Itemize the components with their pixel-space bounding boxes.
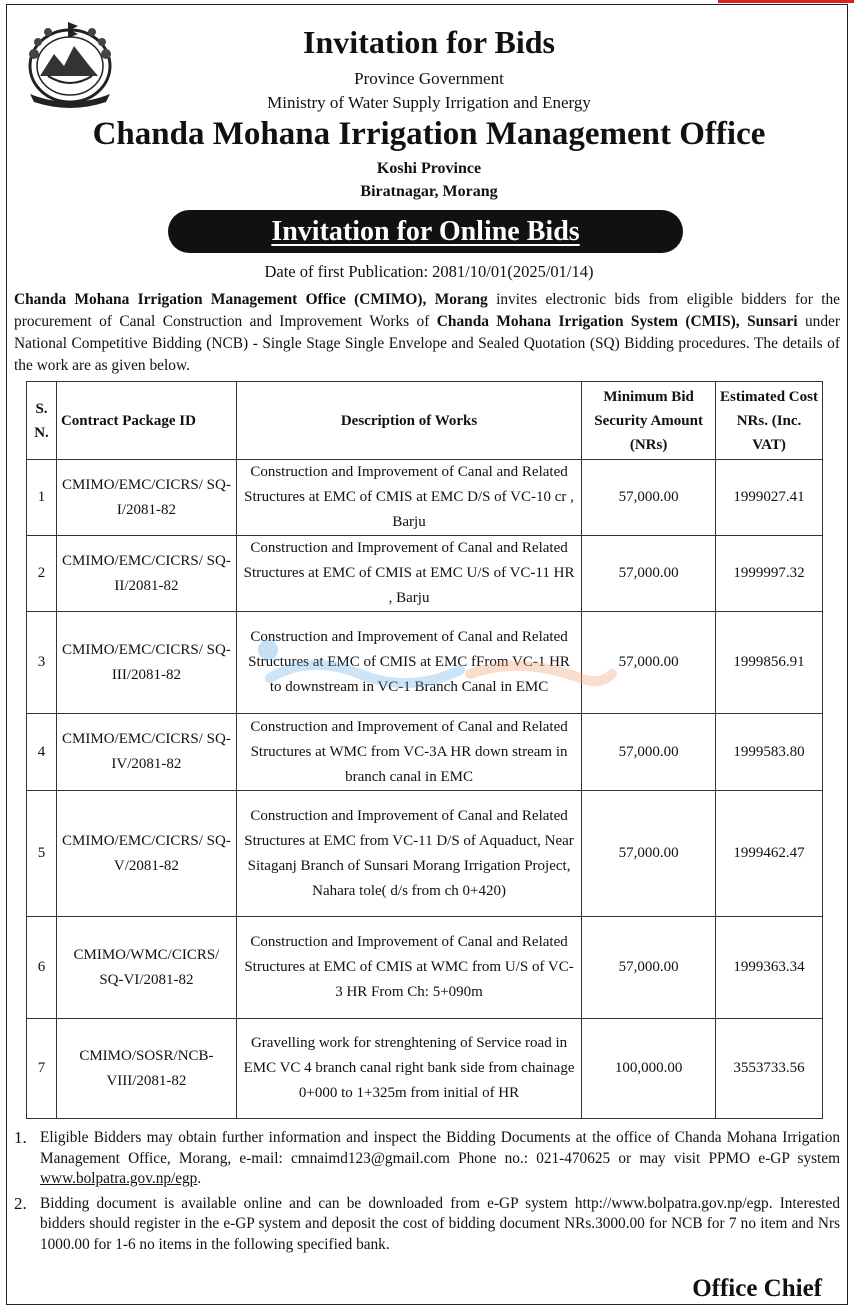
province-name: Koshi Province	[376, 160, 482, 177]
cell-package: CMIMO/WMC/CICRS/ SQ-VI/2081-82	[56, 917, 236, 1019]
cell-package: CMIMO/EMC/CICRS/ SQ-II/2081-82	[56, 536, 236, 612]
intro-text-1: invites electronic bids from eligible bidders for the procurement of Canal Construction and Improvement Works of	[14, 291, 840, 330]
cell-cost: 1999027.41	[716, 460, 823, 536]
cell-package: CMIMO/EMC/CICRS/ SQ-IV/2081-82	[56, 714, 236, 791]
office-location: Biratnagar, Morang	[360, 183, 498, 200]
online-bids-banner: Invitation for Online Bids	[168, 210, 683, 253]
cell-sn: 5	[27, 791, 57, 917]
note-1-end: .	[197, 1170, 202, 1187]
table-row	[27, 460, 823, 536]
cell-sn: 1	[27, 460, 57, 536]
cell-description: Construction and Improvement of Canal and Related Structures at EMC of CMIS at EMC U/S of VC-11 HR , Barju	[236, 536, 581, 612]
intro-system-name: Chanda Mohana Irrigation System (CMIS), Sunsari	[436, 313, 798, 330]
table-row	[27, 791, 823, 917]
cell-description: Construction and Improvement of Canal and Related Structures at EMC of CMIS at EMC fFrom VC-1 HR to downstream in VC-1 Branch Canal in EMC	[236, 612, 581, 714]
notes-section	[14, 1128, 840, 1255]
cell-security: 57,000.00	[582, 917, 716, 1019]
intro-office-name: Chanda Mohana Irrigation Management Office (CMIMO), Morang	[14, 291, 488, 308]
table-row	[27, 1019, 823, 1119]
cell-security: 57,000.00	[582, 791, 716, 917]
publication-date: Date of first Publication: 2081/10/01(2025/01/14)	[264, 262, 594, 281]
signature-office-chief: Office Chief	[692, 1275, 822, 1302]
bids-table	[26, 381, 823, 1119]
table-header-row	[27, 382, 823, 460]
cell-cost: 1999997.32	[716, 536, 823, 612]
cell-description: Construction and Improvement of Canal and Related Structures at WMC from VC-3A HR down stream in branch canal in EMC	[236, 714, 581, 791]
header-description: Description of Works	[236, 382, 581, 460]
cell-security: 57,000.00	[582, 460, 716, 536]
cell-package: CMIMO/EMC/CICRS/ SQ-V/2081-82	[56, 791, 236, 917]
header-package: Contract Package ID	[56, 382, 236, 460]
office-name: Chanda Mohana Irrigation Management Office	[92, 116, 766, 152]
header-sn: S. N.	[27, 382, 57, 460]
table-row	[27, 917, 823, 1019]
cell-cost: 1999583.80	[716, 714, 823, 791]
cell-description: Gravelling work for strenghtening of Service road in EMC VC 4 branch canal right bank side from chainage 0+000 to 1+325m from initial of HR	[236, 1019, 581, 1119]
cell-security: 57,000.00	[582, 536, 716, 612]
note-2-number: 2.	[14, 1193, 27, 1213]
header-cost: Estimated Cost NRs. (Inc. VAT)	[716, 382, 823, 460]
note-2-text: Bidding document is available online and can be downloaded from e-GP system http://www.bolpatra.gov.np/egp. Interested bidders should register in the e-GP system and deposit the cost of bidding document NRs.3000.00 for NCB for 7 no item and Nrs 1000.00 for 1-6 no items in the following specified bank.	[40, 1194, 840, 1253]
document-title: Invitation for Bids	[303, 24, 555, 60]
intro-paragraph	[14, 289, 840, 377]
header-security: Minimum Bid Security Amount (NRs)	[582, 382, 716, 460]
note-1	[14, 1128, 840, 1190]
intro-text-2: under National Competitive Bidding (NCB) - Single Stage Single Envelope and Sealed Quotation (SQ) Bidding procedures. The details of the work are as given below.	[14, 313, 841, 374]
table-row	[27, 714, 823, 791]
cell-description: Construction and Improvement of Canal and Related Structures at EMC from VC-11 D/S of Aquaduct, Near Sitaganj Branch of Sunsari Morang Irrigation Project, Nahara tole( d/s from ch 0+420)	[236, 791, 581, 917]
cell-description: Construction and Improvement of Canal and Related Structures at EMC of CMIS at WMC from U/S of VC-3 HR From Ch: 5+090m	[236, 917, 581, 1019]
cell-package: CMIMO/EMC/CICRS/ SQ-I/2081-82	[56, 460, 236, 536]
cell-security: 100,000.00	[582, 1019, 716, 1119]
cell-cost: 1999462.47	[716, 791, 823, 917]
top-edge-mark	[718, 0, 854, 3]
cell-sn: 7	[27, 1019, 57, 1119]
table-row	[27, 612, 823, 714]
note-1-text: Eligible Bidders may obtain further information and inspect the Bidding Documents at the office of Chanda Mohana Irrigation Management Office, Morang, e-mail: cmnaimd123@gmail.com Phone no.: 021-470625 or may visit PPMO e-GP system	[40, 1129, 840, 1167]
cell-cost: 1999363.34	[716, 917, 823, 1019]
table-row	[27, 536, 823, 612]
province-government: Province Government	[354, 69, 504, 88]
ministry-name: Ministry of Water Supply Irrigation and Energy	[267, 93, 591, 112]
cell-security: 57,000.00	[582, 714, 716, 791]
cell-cost: 1999856.91	[716, 612, 823, 714]
cell-security: 57,000.00	[582, 612, 716, 714]
cell-sn: 3	[27, 612, 57, 714]
egp-link[interactable]: www.bolpatra.gov.np/egp	[40, 1170, 198, 1187]
cell-cost: 3553733.56	[716, 1019, 823, 1119]
cell-sn: 4	[27, 714, 57, 791]
cell-package: CMIMO/SOSR/NCB-VIII/2081-82	[56, 1019, 236, 1119]
cell-package: CMIMO/EMC/CICRS/ SQ-III/2081-82	[56, 612, 236, 714]
note-1-number: 1.	[14, 1128, 27, 1147]
cell-sn: 2	[27, 536, 57, 612]
cell-sn: 6	[27, 917, 57, 1019]
cell-description: Construction and Improvement of Canal and Related Structures at EMC of CMIS at EMC D/S of VC-10 cr , Barju	[236, 460, 581, 536]
note-2	[14, 1194, 840, 1256]
